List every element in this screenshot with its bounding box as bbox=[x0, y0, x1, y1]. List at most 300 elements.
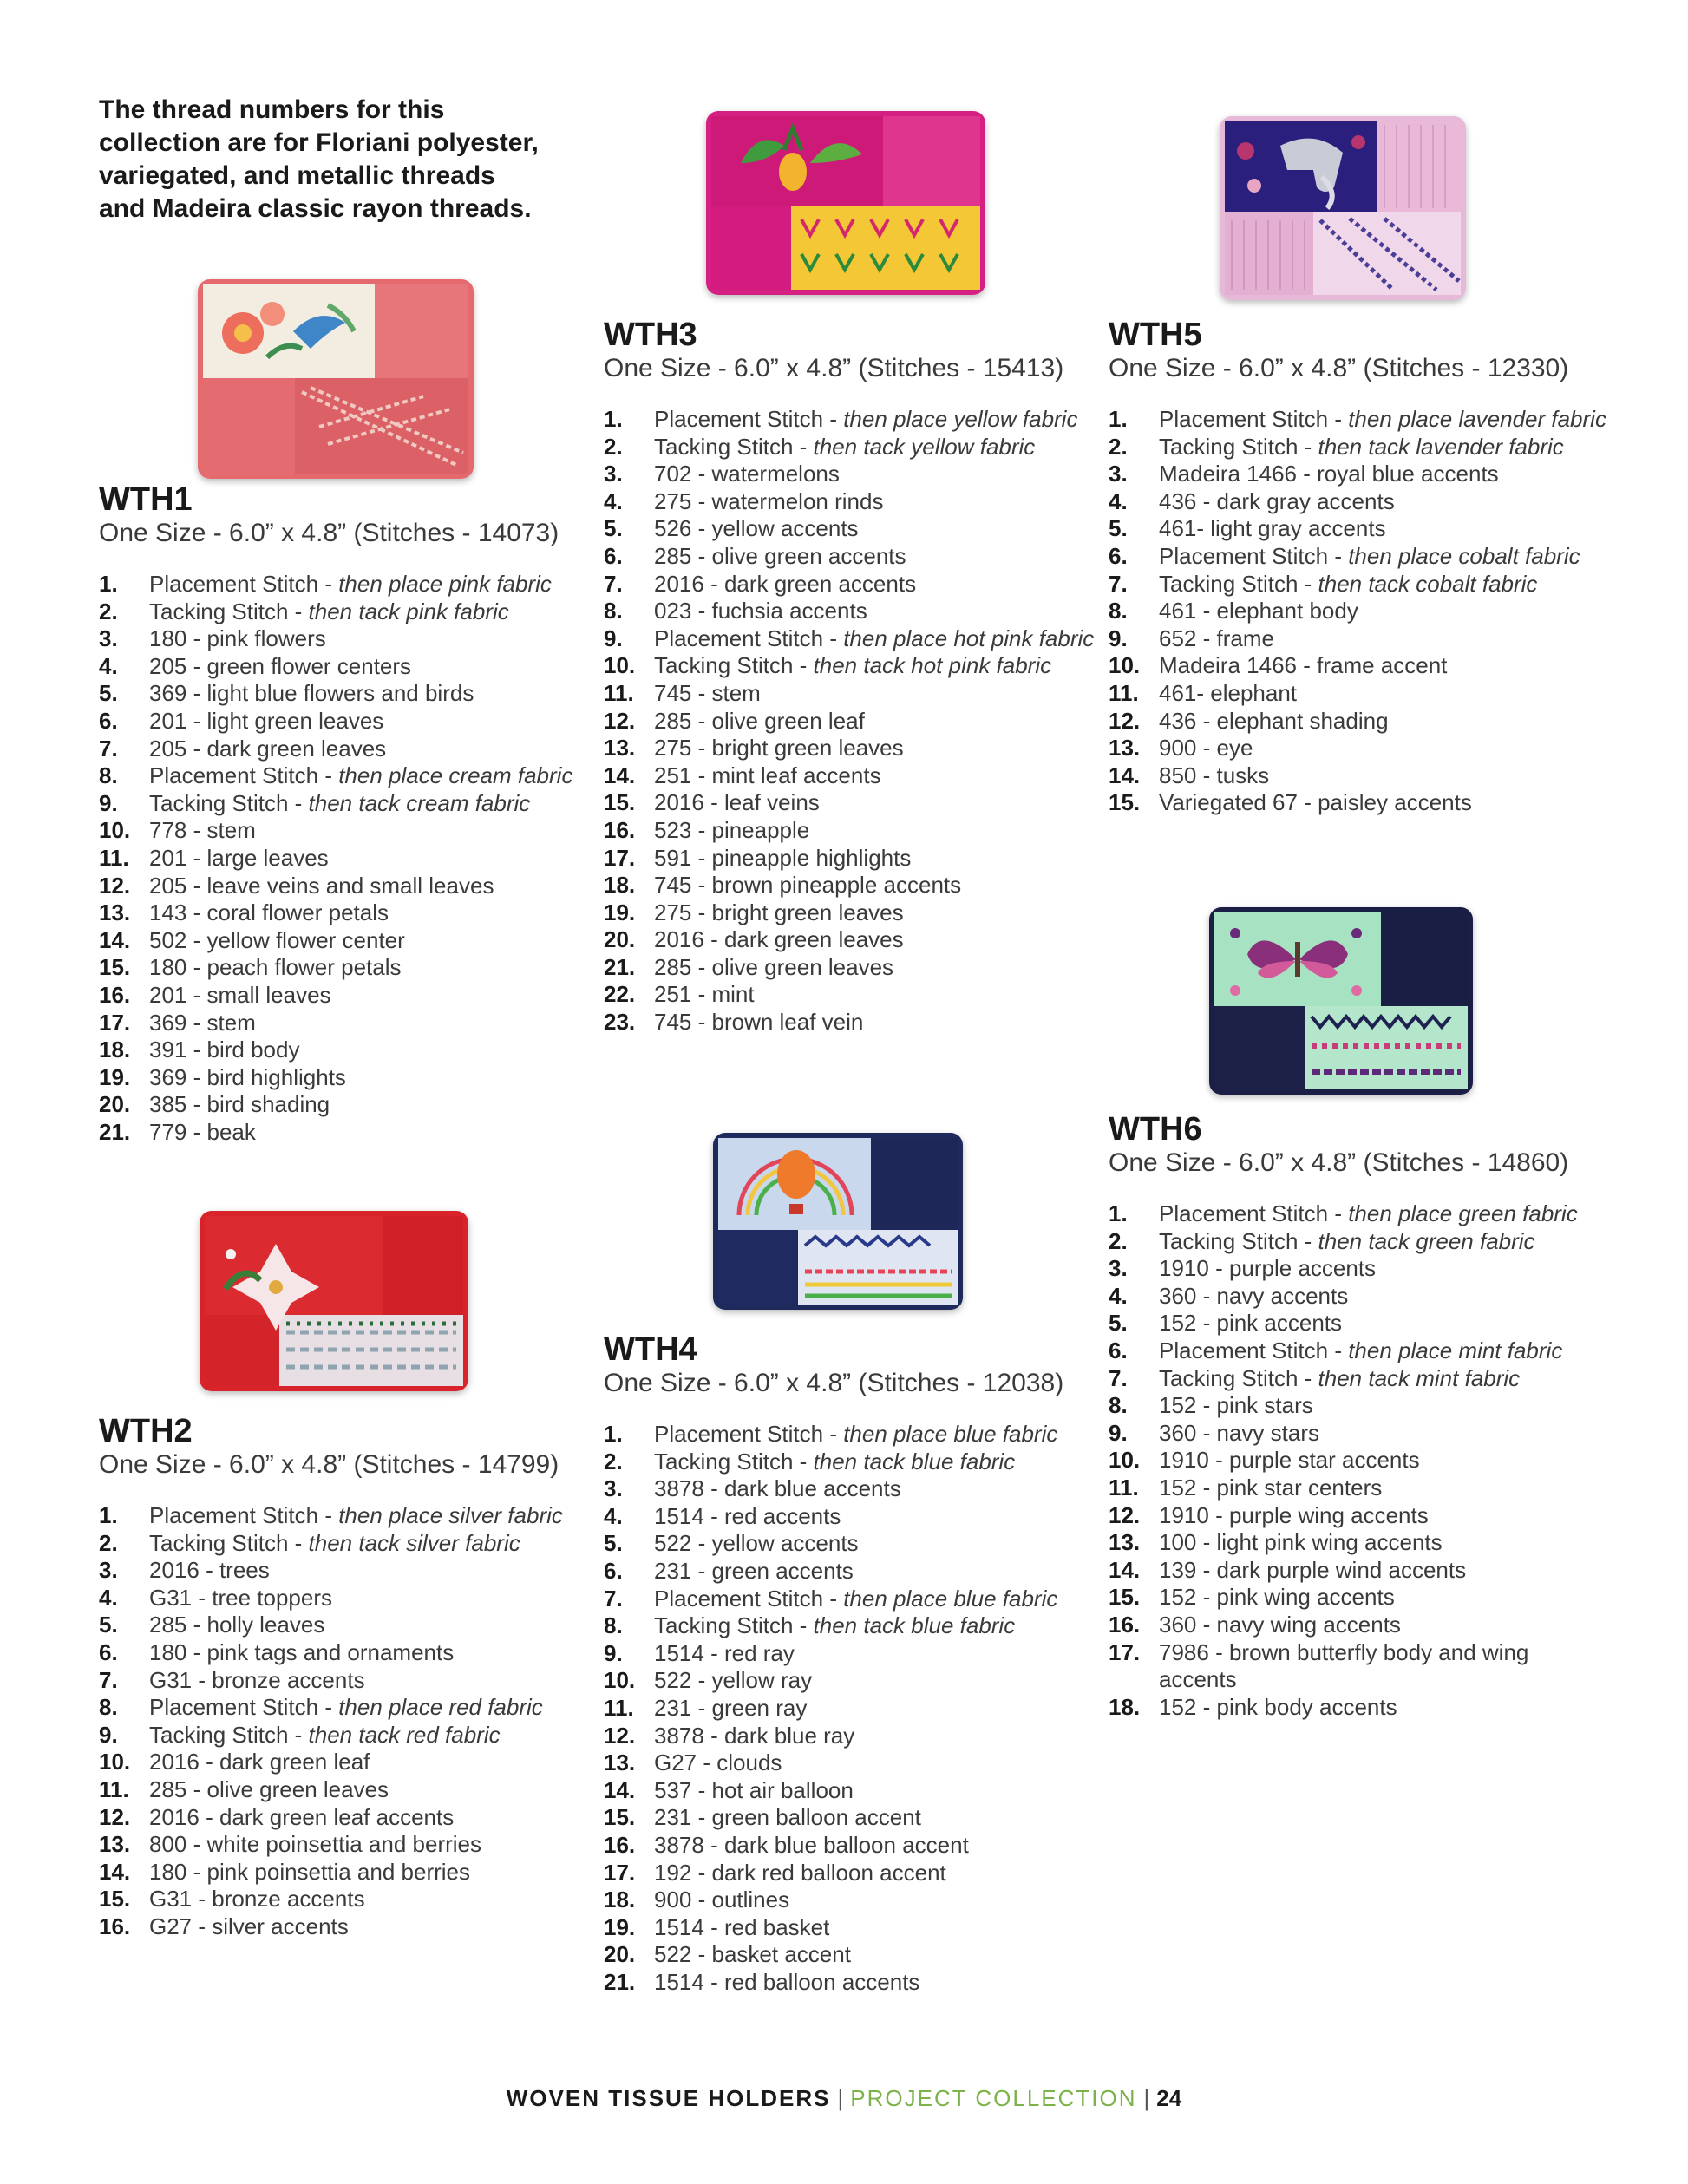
step-item bbox=[99, 982, 602, 1010]
step-text bbox=[1159, 652, 1612, 680]
step-description: Madeira 1466 - royal blue accents bbox=[1159, 461, 1499, 487]
step-number: 10. bbox=[1109, 1447, 1141, 1474]
step-description: 652 - frame bbox=[1159, 624, 1274, 651]
step-item bbox=[604, 762, 1107, 790]
step-number: 13. bbox=[1109, 1529, 1141, 1556]
step-description: 1514 - red balloon accents bbox=[654, 1968, 920, 1995]
step-text bbox=[654, 1695, 1107, 1723]
step-item bbox=[99, 708, 602, 736]
step-item bbox=[1109, 652, 1612, 680]
intro-note bbox=[99, 94, 585, 226]
footer-collection: WOVEN TISSUE HOLDERS bbox=[506, 2085, 831, 2111]
step-number: 5. bbox=[604, 515, 623, 542]
step-text bbox=[654, 1586, 1107, 1613]
step-text bbox=[654, 625, 1107, 653]
step-item bbox=[1109, 1447, 1612, 1475]
step-text bbox=[654, 1640, 1107, 1668]
step-description: 900 - outlines bbox=[654, 1886, 790, 1913]
step-item bbox=[1109, 1694, 1612, 1722]
step-description: 778 - stem bbox=[149, 817, 256, 844]
step-text bbox=[654, 789, 1107, 817]
step-number: 1. bbox=[1109, 406, 1128, 432]
step-item bbox=[604, 1667, 1107, 1695]
step-instruction: then tack mint fabric bbox=[1318, 1364, 1521, 1391]
step-number: 15. bbox=[1109, 789, 1141, 816]
step-text bbox=[149, 1859, 602, 1886]
step-instruction: then tack silver fabric bbox=[308, 1529, 520, 1556]
step-description: Placement Stitch - bbox=[149, 1694, 339, 1721]
step-item bbox=[1109, 461, 1612, 488]
step-description: 180 - pink poinsettia and berries bbox=[149, 1858, 471, 1885]
step-item bbox=[1109, 1337, 1612, 1365]
step-item bbox=[604, 515, 1107, 543]
step-number: 15. bbox=[1109, 1584, 1141, 1611]
step-number: 5. bbox=[99, 1612, 118, 1638]
step-text bbox=[149, 1913, 602, 1941]
wth4-photo bbox=[713, 1133, 963, 1310]
step-description: 285 - olive green leaves bbox=[149, 1775, 389, 1802]
wth1-photo bbox=[198, 279, 474, 479]
step-description: 275 - bright green leaves bbox=[654, 735, 904, 762]
step-description: 800 - white poinsettia and berries bbox=[149, 1831, 482, 1858]
step-description: 745 - brown leaf vein bbox=[654, 1009, 864, 1036]
step-instruction: then tack green fabric bbox=[1318, 1227, 1535, 1254]
step-text bbox=[1159, 434, 1612, 461]
step-number: 16. bbox=[99, 1913, 131, 1939]
step-item bbox=[1109, 1365, 1612, 1393]
step-item bbox=[99, 954, 602, 982]
step-text bbox=[149, 1557, 602, 1585]
step-number: 9. bbox=[99, 1721, 118, 1748]
step-text bbox=[149, 680, 602, 708]
step-number: 13. bbox=[604, 1749, 636, 1776]
step-instruction: then place lavender fabric bbox=[1348, 406, 1606, 432]
step-number: 14. bbox=[1109, 762, 1141, 788]
footer-divider: | bbox=[1143, 2085, 1150, 2111]
step-number: 2. bbox=[1109, 433, 1128, 460]
step-text bbox=[1159, 625, 1612, 653]
step-item bbox=[1109, 789, 1612, 817]
step-description: 231 - green balloon accent bbox=[654, 1804, 921, 1831]
step-text bbox=[654, 1804, 1107, 1832]
step-text bbox=[654, 872, 1107, 899]
step-number: 9. bbox=[99, 789, 118, 816]
step-description: Tacking Stitch - bbox=[654, 1448, 814, 1475]
step-item bbox=[604, 1640, 1107, 1668]
step-description: 360 - navy stars bbox=[1159, 1419, 1319, 1446]
step-description: Tacking Stitch - bbox=[1159, 1364, 1318, 1391]
step-number: 2. bbox=[1109, 1227, 1128, 1254]
step-text bbox=[654, 488, 1107, 516]
wth5-size: One Size - 6.0” x 4.8” (Stitches - 12330) bbox=[1109, 354, 1569, 383]
step-description: 526 - yellow accents bbox=[654, 515, 859, 542]
step-number: 14. bbox=[99, 926, 131, 953]
step-item bbox=[99, 653, 602, 681]
step-number: 20. bbox=[99, 1091, 131, 1118]
step-description: 023 - fuchsia accents bbox=[654, 598, 867, 624]
step-text bbox=[149, 1694, 602, 1722]
step-instruction: then tack blue fabric bbox=[813, 1612, 1016, 1639]
step-number: 7. bbox=[604, 570, 623, 597]
step-item bbox=[99, 762, 602, 790]
step-number: 13. bbox=[99, 1831, 131, 1858]
step-text bbox=[1159, 571, 1612, 598]
step-description: 180 - peach flower petals bbox=[149, 954, 402, 981]
step-number: 12. bbox=[99, 872, 131, 899]
step-item bbox=[99, 1859, 602, 1886]
step-text bbox=[1159, 1228, 1612, 1256]
step-description: 745 - stem bbox=[654, 679, 761, 706]
step-description: G27 - silver accents bbox=[149, 1913, 349, 1939]
step-number: 7. bbox=[604, 1585, 623, 1612]
step-number: 16. bbox=[99, 981, 131, 1008]
step-item bbox=[604, 845, 1107, 873]
step-number: 22. bbox=[604, 981, 636, 1008]
step-text bbox=[654, 981, 1107, 1009]
step-description: 2016 - trees bbox=[149, 1557, 270, 1584]
step-text bbox=[1159, 1310, 1612, 1337]
step-text bbox=[1159, 406, 1612, 434]
step-number: 11. bbox=[1109, 679, 1139, 706]
step-description: 275 - bright green leaves bbox=[654, 899, 904, 925]
step-text bbox=[654, 406, 1107, 434]
step-item bbox=[99, 625, 602, 653]
step-text bbox=[149, 1804, 602, 1832]
step-item bbox=[604, 1777, 1107, 1805]
step-number: 3. bbox=[604, 461, 623, 487]
wth2-size: One Size - 6.0” x 4.8” (Stitches - 14799) bbox=[99, 1450, 559, 1479]
step-text bbox=[654, 1723, 1107, 1750]
step-description: 231 - green accents bbox=[654, 1557, 854, 1584]
wth3-size: One Size - 6.0” x 4.8” (Stitches - 15413) bbox=[604, 354, 1064, 383]
wth4-size: One Size - 6.0” x 4.8” (Stitches - 12038) bbox=[604, 1369, 1064, 1397]
step-text bbox=[149, 1886, 602, 1913]
step-description: Placement Stitch - bbox=[654, 406, 844, 432]
step-description: 192 - dark red balloon accent bbox=[654, 1859, 946, 1886]
step-text bbox=[149, 1502, 602, 1530]
step-description: 201 - large leaves bbox=[149, 844, 329, 871]
step-item bbox=[1109, 571, 1612, 598]
wth2-section bbox=[99, 1412, 602, 1941]
step-item bbox=[99, 1502, 602, 1530]
intro-line: and Madeira classic rayon threads. bbox=[99, 194, 532, 223]
step-description: 152 - pink wing accents bbox=[1159, 1584, 1395, 1611]
step-number: 12. bbox=[604, 1722, 636, 1749]
step-description: Tacking Stitch - bbox=[149, 1721, 309, 1748]
step-instruction: then place pink fabric bbox=[338, 571, 552, 597]
step-description: Tacking Stitch - bbox=[149, 598, 309, 624]
step-number: 5. bbox=[1109, 515, 1128, 542]
wth1-section bbox=[99, 481, 602, 1146]
step-description: Tacking Stitch - bbox=[149, 1529, 309, 1556]
step-item bbox=[99, 1776, 602, 1804]
step-number: 7. bbox=[99, 1666, 118, 1693]
step-description: 537 - hot air balloon bbox=[654, 1776, 854, 1803]
step-text bbox=[149, 1010, 602, 1037]
step-text bbox=[654, 954, 1107, 982]
step-description: Placement Stitch - bbox=[149, 762, 339, 789]
step-number: 15. bbox=[99, 954, 131, 981]
step-description: Placement Stitch - bbox=[1159, 1200, 1349, 1226]
step-item bbox=[604, 1530, 1107, 1558]
step-description: Tacking Stitch - bbox=[654, 1612, 814, 1639]
step-text bbox=[149, 625, 602, 653]
step-number: 13. bbox=[99, 899, 131, 926]
step-number: 4. bbox=[99, 1584, 118, 1611]
step-description: 1514 - red accents bbox=[654, 1502, 841, 1529]
step-text bbox=[654, 1941, 1107, 1969]
wth5-section bbox=[1109, 316, 1612, 817]
step-text bbox=[149, 571, 602, 598]
step-text bbox=[149, 1776, 602, 1804]
step-item bbox=[1109, 1529, 1612, 1557]
step-item bbox=[1109, 1612, 1612, 1639]
step-description: 591 - pineapple highlights bbox=[654, 844, 912, 871]
step-number: 8. bbox=[604, 1612, 623, 1639]
step-item bbox=[99, 1557, 602, 1585]
step-description: 3878 - dark blue accents bbox=[654, 1475, 901, 1502]
step-number: 11. bbox=[604, 1694, 634, 1721]
step-item bbox=[604, 1749, 1107, 1777]
step-description: Tacking Stitch - bbox=[654, 652, 814, 679]
step-description: 139 - dark purple wind accents bbox=[1159, 1556, 1467, 1583]
step-number: 16. bbox=[1109, 1611, 1141, 1638]
step-instruction: then tack cream fabric bbox=[308, 789, 531, 816]
step-description: 436 - elephant shading bbox=[1159, 707, 1389, 734]
step-number: 16. bbox=[604, 1831, 636, 1858]
step-number: 1. bbox=[604, 1421, 623, 1447]
step-text bbox=[149, 899, 602, 927]
step-description: 1910 - purple star accents bbox=[1159, 1447, 1420, 1474]
step-description: 2016 - dark green leaves bbox=[654, 926, 904, 953]
step-number: 1. bbox=[99, 1502, 118, 1528]
step-description: Placement Stitch - bbox=[149, 1502, 339, 1528]
step-description: 1514 - red basket bbox=[654, 1913, 830, 1940]
step-description: 1514 - red ray bbox=[654, 1639, 795, 1666]
step-number: 9. bbox=[1109, 624, 1128, 651]
step-item bbox=[604, 434, 1107, 461]
step-description: 522 - basket accent bbox=[654, 1941, 851, 1968]
step-item bbox=[99, 1585, 602, 1612]
step-item bbox=[99, 845, 602, 873]
step-number: 4. bbox=[604, 1502, 623, 1529]
step-item bbox=[99, 1064, 602, 1092]
step-text bbox=[149, 927, 602, 955]
step-number: 13. bbox=[604, 735, 636, 762]
step-description: 900 - eye bbox=[1159, 735, 1253, 762]
step-description: 745 - brown pineapple accents bbox=[654, 872, 962, 899]
step-item bbox=[604, 488, 1107, 516]
step-text bbox=[1159, 735, 1612, 762]
step-text bbox=[1159, 1283, 1612, 1311]
step-number: 10. bbox=[99, 817, 131, 844]
wth3-steps bbox=[604, 406, 1107, 1036]
step-number: 3. bbox=[99, 1557, 118, 1584]
step-text bbox=[1159, 515, 1612, 543]
step-item bbox=[99, 1639, 602, 1667]
step-text bbox=[654, 461, 1107, 488]
step-description: 3878 - dark blue ray bbox=[654, 1722, 855, 1749]
step-number: 8. bbox=[1109, 598, 1128, 624]
step-item bbox=[1109, 625, 1612, 653]
step-number: 12. bbox=[1109, 1501, 1141, 1528]
step-item bbox=[99, 899, 602, 927]
step-description: 385 - bird shading bbox=[149, 1091, 330, 1118]
step-instruction: then place hot pink fabric bbox=[843, 624, 1095, 651]
step-number: 7. bbox=[1109, 570, 1128, 597]
wth6-photo bbox=[1209, 907, 1473, 1095]
page-footer bbox=[0, 2085, 1688, 2111]
step-description: Placement Stitch - bbox=[1159, 1337, 1349, 1363]
step-text bbox=[1159, 762, 1612, 790]
wth4-title: WTH4 bbox=[604, 1331, 697, 1368]
step-item bbox=[99, 873, 602, 900]
step-item bbox=[604, 708, 1107, 736]
step-item bbox=[99, 817, 602, 845]
footer-divider: | bbox=[837, 2085, 844, 2111]
step-number: 10. bbox=[1109, 652, 1141, 679]
step-item bbox=[1109, 1255, 1612, 1283]
step-number: 6. bbox=[1109, 542, 1128, 569]
step-item bbox=[604, 899, 1107, 927]
step-text bbox=[149, 736, 602, 763]
step-item bbox=[1109, 1420, 1612, 1448]
step-description: 369 - stem bbox=[149, 1009, 256, 1036]
step-item bbox=[1109, 1310, 1612, 1337]
step-number: 6. bbox=[604, 1557, 623, 1584]
step-text bbox=[149, 708, 602, 736]
step-text bbox=[654, 762, 1107, 790]
step-description: 461 - elephant body bbox=[1159, 598, 1358, 624]
step-item bbox=[1109, 1502, 1612, 1530]
step-description: 7986 - brown butterfly body and wing accents bbox=[1159, 1638, 1529, 1693]
step-text bbox=[149, 790, 602, 818]
intro-line: The thread numbers for this bbox=[99, 95, 445, 124]
step-item bbox=[1109, 543, 1612, 571]
step-description: G27 - clouds bbox=[654, 1749, 782, 1776]
step-number: 14. bbox=[1109, 1556, 1141, 1583]
step-item bbox=[99, 1091, 602, 1119]
step-text bbox=[1159, 1365, 1612, 1393]
step-description: Placement Stitch - bbox=[654, 1421, 844, 1447]
step-item bbox=[1109, 762, 1612, 790]
step-description: 523 - pineapple bbox=[654, 816, 810, 843]
step-item bbox=[1109, 708, 1612, 736]
step-number: 2. bbox=[99, 598, 118, 624]
step-item bbox=[604, 1832, 1107, 1860]
step-number: 20. bbox=[604, 926, 636, 953]
step-text bbox=[149, 1667, 602, 1695]
step-item bbox=[604, 954, 1107, 982]
step-number: 12. bbox=[99, 1803, 131, 1830]
intro-line: collection are for Floriani polyester, bbox=[99, 128, 539, 157]
step-item bbox=[604, 1860, 1107, 1887]
page-number: 24 bbox=[1156, 2085, 1182, 2111]
step-item bbox=[604, 406, 1107, 434]
step-description: 285 - holly leaves bbox=[149, 1612, 325, 1638]
step-text bbox=[654, 1421, 1107, 1448]
step-description: Tacking Stitch - bbox=[149, 789, 309, 816]
step-text bbox=[149, 762, 602, 790]
step-number: 18. bbox=[604, 872, 636, 899]
step-instruction: then place cobalt fabric bbox=[1348, 542, 1580, 569]
step-number: 14. bbox=[604, 1776, 636, 1803]
step-item bbox=[99, 736, 602, 763]
step-instruction: then tack pink fabric bbox=[308, 598, 509, 624]
step-instruction: then place cream fabric bbox=[338, 762, 573, 789]
step-number: 6. bbox=[1109, 1337, 1128, 1363]
step-number: 3. bbox=[99, 625, 118, 652]
step-number: 11. bbox=[99, 1775, 129, 1802]
wth2-title: WTH2 bbox=[99, 1413, 193, 1449]
step-instruction: then place mint fabric bbox=[1348, 1337, 1563, 1363]
step-description: 251 - mint leaf accents bbox=[654, 762, 881, 788]
step-number: 1. bbox=[604, 406, 623, 432]
step-item bbox=[99, 571, 602, 598]
step-number: 3. bbox=[1109, 461, 1128, 487]
step-number: 15. bbox=[99, 1886, 131, 1913]
wth2-steps bbox=[99, 1502, 602, 1941]
step-text bbox=[654, 543, 1107, 571]
step-number: 7. bbox=[99, 735, 118, 762]
step-text bbox=[149, 1612, 602, 1639]
step-item bbox=[1109, 1228, 1612, 1256]
step-number: 10. bbox=[99, 1749, 131, 1775]
step-text bbox=[654, 845, 1107, 873]
step-text bbox=[1159, 708, 1612, 736]
step-number: 17. bbox=[1109, 1638, 1141, 1665]
footer-section: PROJECT COLLECTION bbox=[850, 2085, 1137, 2111]
step-item bbox=[99, 1831, 602, 1859]
step-number: 18. bbox=[1109, 1693, 1141, 1720]
step-number: 19. bbox=[604, 899, 636, 925]
step-text bbox=[149, 1585, 602, 1612]
step-item bbox=[604, 1695, 1107, 1723]
step-number: 9. bbox=[604, 624, 623, 651]
step-description: Madeira 1466 - frame accent bbox=[1159, 652, 1448, 679]
step-text bbox=[1159, 488, 1612, 516]
step-item bbox=[99, 1722, 602, 1749]
step-description: 702 - watermelons bbox=[654, 461, 840, 487]
step-item bbox=[1109, 1584, 1612, 1612]
step-description: Variegated 67 - paisley accents bbox=[1159, 789, 1472, 816]
wth4-steps bbox=[604, 1421, 1107, 1996]
step-number: 12. bbox=[604, 707, 636, 734]
step-text bbox=[1159, 1557, 1612, 1585]
step-number: 5. bbox=[99, 680, 118, 707]
step-text bbox=[1159, 1612, 1612, 1639]
step-instruction: then tack blue fabric bbox=[813, 1448, 1016, 1475]
step-number: 6. bbox=[99, 1638, 118, 1665]
step-number: 1. bbox=[99, 571, 118, 597]
step-item bbox=[1109, 434, 1612, 461]
step-number: 4. bbox=[1109, 1282, 1128, 1309]
step-item bbox=[1109, 1557, 1612, 1585]
step-description: Placement Stitch - bbox=[1159, 542, 1349, 569]
step-item bbox=[99, 680, 602, 708]
step-text bbox=[654, 1860, 1107, 1887]
step-number: 1. bbox=[1109, 1200, 1128, 1226]
step-description: 100 - light pink wing accents bbox=[1159, 1529, 1443, 1556]
step-number: 19. bbox=[99, 1063, 131, 1090]
step-text bbox=[1159, 1200, 1612, 1228]
step-instruction: then tack red fabric bbox=[308, 1721, 501, 1748]
step-item bbox=[604, 926, 1107, 954]
step-text bbox=[1159, 1639, 1612, 1694]
step-description: 251 - mint bbox=[654, 981, 755, 1008]
step-description: Tacking Stitch - bbox=[1159, 570, 1318, 597]
step-description: 231 - green ray bbox=[654, 1694, 808, 1721]
